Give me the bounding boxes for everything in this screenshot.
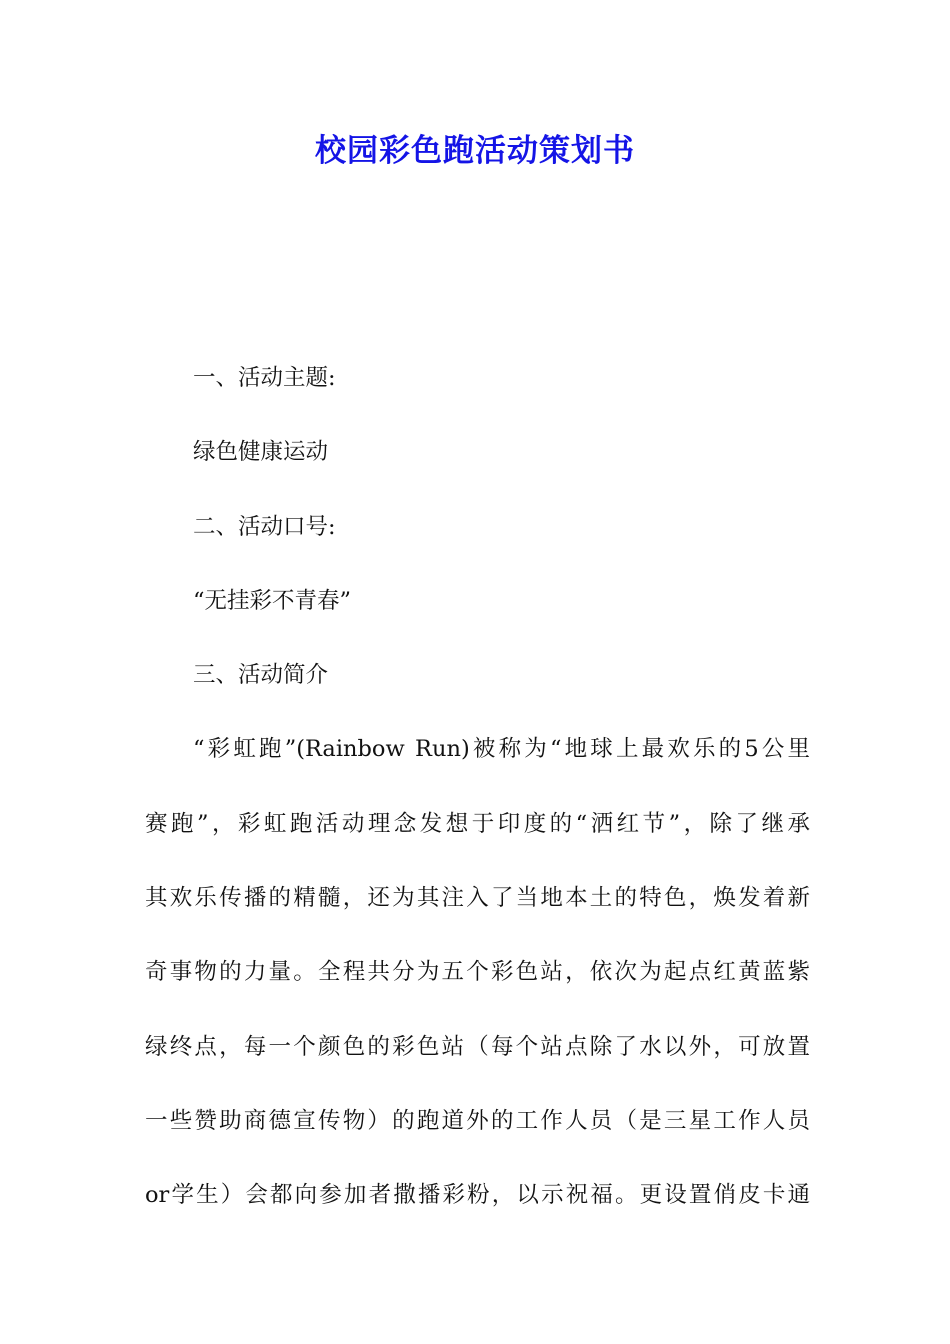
intro-paragraph-line: or学生）会都向参加者撒播彩粉，以示祝福。更设置俏皮卡通 [145, 1182, 810, 1209]
intro-paragraph-line: “彩虹跑”(Rainbow Run)被称为“地球上最欢乐的5公里 [193, 736, 810, 763]
section-heading-intro: 三、活动简介 [193, 662, 329, 689]
section-heading-slogan: 二、活动口号: [193, 513, 336, 540]
section-heading-theme: 一、活动主题: [193, 365, 336, 391]
intro-paragraph-line: 赛跑”，彩虹跑活动理念发想于印度的“洒红节”，除了继承 [145, 810, 810, 837]
document-title: 校园彩色跑活动策划书 [315, 133, 635, 169]
section-content-slogan: “无挂彩不青春” [193, 587, 352, 614]
intro-paragraph-line: 一些赞助商德宣传物）的跑道外的工作人员（是三星工作人员 [145, 1107, 810, 1134]
intro-paragraph-line: 绿终点，每一个颜色的彩色站（每个站点除了水以外，可放置 [145, 1033, 810, 1060]
document-body [145, 341, 810, 1233]
section-content-theme: 绿色健康运动 [193, 439, 329, 466]
intro-paragraph-line: 奇事物的力量。全程共分为五个彩色站，依次为起点红黄蓝紫 [145, 959, 810, 986]
intro-paragraph-line: 其欢乐传播的精髓，还为其注入了当地本土的特色，焕发着新 [145, 885, 810, 912]
